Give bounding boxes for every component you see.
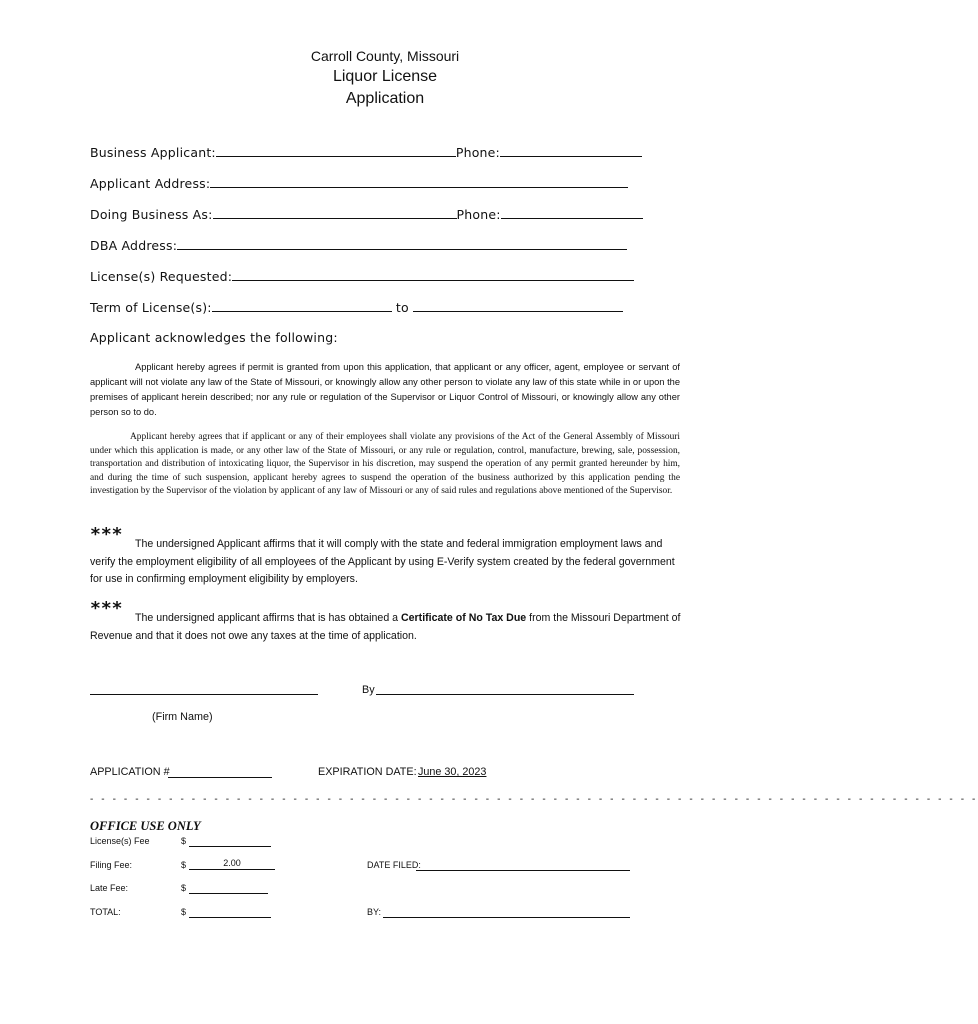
immigration-affirmation: The undersigned Applicant affirms that it will comply with the state and federal immigration employment laws and verify the employment eligibility of all employees of the Applicant by using E-Verify system created by the federal government for use in confirming employment eligibility by employers. xyxy=(90,538,675,585)
late-fee-dollar: $ xyxy=(181,883,187,893)
phone-label-2: Phone: xyxy=(456,207,501,222)
date-filed-label: DATE FILED: xyxy=(367,860,421,870)
phone-label: Phone: xyxy=(455,145,500,160)
application-number-line[interactable] xyxy=(168,777,272,778)
phone-line[interactable] xyxy=(500,144,642,157)
agreement-paragraph-1: Applicant hereby agrees if permit is granted from upon this application, that applicant or any officer, agent, employee or servant of applicant will not violate any law of the State of Missouri, or knowingly allow any other person to violate any law of this state while in or upon the premises of applicant herein described; nor any rule or regulation of the Supervisor or Liquor Control of Missouri, or knowingly allow any other person so to do. xyxy=(90,362,680,417)
late-fee-label: Late Fee: xyxy=(90,883,129,893)
term-start-line[interactable] xyxy=(212,299,392,312)
total-dollar: $ xyxy=(181,907,187,917)
dashed-divider: - - - - - - - - - - - - - - - - - - - - - - - - - - - - - - - - - - - - - - - - - - - - - - - - - - - - - - - - - - - - - - - - - - - - - - - - - - - - - - - xyxy=(90,794,978,805)
no-tax-text-post: from the Missouri Department of Revenue and that it does not owe any taxes at the time of application. xyxy=(90,612,681,642)
county-heading: Carroll County, Missouri xyxy=(310,48,460,64)
agreement-paragraph-2: Applicant hereby agrees that if applicant or any of their employees shall violate any provisions of the Act of the General Assembly of Missouri under which this application is made, or any other law of the State of Missouri, or any rule or regulation, control, manufacture, brewing, sale, possession, transportation and distribution of intoxicating liquor, the Supervisor in his discretion, may suspend the operation of any permit granted hereunder by him, and during the time of such suspension, applicant hereby agrees to suspend the operation of the business authorized by this application pending the investigation by the Supervisor of the violation by applicant of any law of Missouri or any of said rules and regulations above mentioned of the Supervisor. xyxy=(90,432,680,496)
form-subtitle: Application xyxy=(345,90,425,107)
applicant-address-row xyxy=(90,175,628,191)
no-tax-text-pre: The undersigned applicant affirms that is has obtained a xyxy=(135,612,401,624)
term-to-label: to xyxy=(395,300,409,315)
certificate-no-tax-due: Certificate of No Tax Due xyxy=(401,612,527,624)
expiration-date-value: June 30, 2023 xyxy=(418,766,487,778)
license-fee-line[interactable] xyxy=(189,846,271,847)
phone-line-2[interactable] xyxy=(501,206,643,219)
business-applicant-label: Business Applicant: xyxy=(90,145,216,160)
late-fee-line[interactable] xyxy=(189,893,268,894)
by-signature-line[interactable] xyxy=(376,694,634,695)
asterisks-marker-2: *** xyxy=(90,598,123,619)
applicant-address-line[interactable] xyxy=(210,175,628,188)
licenses-requested-row xyxy=(90,268,634,284)
office-by-label: BY: xyxy=(367,907,382,917)
no-tax-due-affirmation xyxy=(90,610,682,645)
licenses-requested-label: License(s) Requested: xyxy=(90,269,233,284)
firm-name-line[interactable] xyxy=(90,694,318,695)
dba-address-row xyxy=(90,237,627,253)
term-of-license-row xyxy=(90,299,623,315)
term-of-license-label: Term of License(s): xyxy=(90,300,212,315)
dba-address-label: DBA Address: xyxy=(90,238,178,253)
license-fee-label: License(s) Fee xyxy=(90,836,150,846)
license-fee-dollar: $ xyxy=(181,836,187,846)
doing-business-as-line[interactable] xyxy=(213,206,457,219)
by-label: By xyxy=(362,684,375,696)
form-title: Liquor License xyxy=(332,68,438,85)
office-use-title: OFFICE USE ONLY xyxy=(90,819,201,833)
acknowledge-heading: Applicant acknowledges the following: xyxy=(90,330,338,345)
expiration-date-label: EXPIRATION DATE: xyxy=(318,766,417,778)
total-label: TOTAL: xyxy=(90,907,121,917)
doing-business-as-label: Doing Business As: xyxy=(90,207,213,222)
filing-fee-value: 2.00 xyxy=(189,858,275,870)
date-filed-line[interactable] xyxy=(416,870,630,871)
applicant-address-label: Applicant Address: xyxy=(90,176,211,191)
office-by-line[interactable] xyxy=(383,917,630,918)
business-applicant-row xyxy=(90,144,642,160)
firm-name-caption: (Firm Name) xyxy=(152,711,213,723)
application-number-label: APPLICATION # xyxy=(90,766,170,778)
total-line[interactable] xyxy=(189,917,271,918)
filing-fee-dollar: $ xyxy=(181,860,187,870)
business-applicant-line[interactable] xyxy=(216,144,456,157)
term-end-line[interactable] xyxy=(413,299,623,312)
licenses-requested-line[interactable] xyxy=(232,268,634,281)
asterisks-marker-1: *** xyxy=(90,524,123,545)
dba-address-line[interactable] xyxy=(177,237,627,250)
doing-business-as-row xyxy=(90,206,643,222)
filing-fee-label: Filing Fee: xyxy=(90,860,133,870)
